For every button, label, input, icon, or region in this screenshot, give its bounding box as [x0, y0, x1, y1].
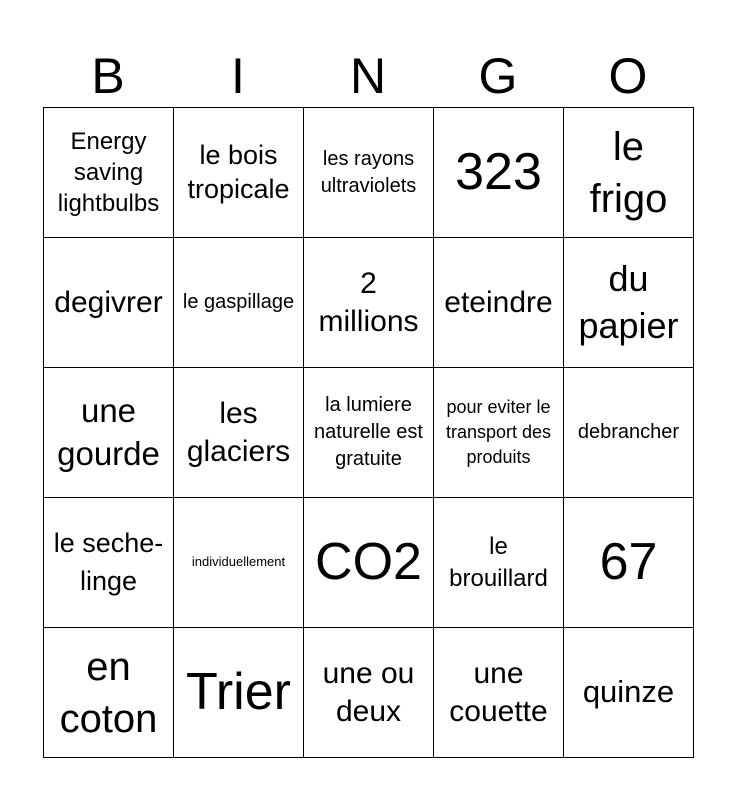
bingo-cell[interactable]: une gourde — [44, 368, 174, 498]
bingo-cell[interactable]: une couette — [434, 628, 564, 758]
bingo-cell[interactable]: 323 — [434, 108, 564, 238]
bingo-cell[interactable]: la lumiere naturelle est gratuite — [304, 368, 434, 498]
header-letter-i: I — [231, 48, 245, 104]
bingo-cell[interactable]: le seche-linge — [44, 498, 174, 628]
bingo-cell[interactable]: le frigo — [564, 108, 694, 238]
bingo-cell[interactable]: le brouillard — [434, 498, 564, 628]
bingo-cell[interactable]: en coton — [44, 628, 174, 758]
bingo-cell[interactable]: eteindre — [434, 238, 564, 368]
header-letter-b: B — [91, 48, 125, 104]
bingo-header — [43, 46, 693, 106]
bingo-cell[interactable]: les glaciers — [174, 368, 304, 498]
header-letter-o: O — [608, 48, 648, 104]
bingo-cell[interactable]: le gaspillage — [174, 238, 304, 368]
bingo-cell[interactable]: individuellement — [174, 498, 304, 628]
bingo-cell[interactable]: degivrer — [44, 238, 174, 368]
bingo-cell[interactable]: CO2 — [304, 498, 434, 628]
bingo-cell[interactable]: le bois tropicale — [174, 108, 304, 238]
bingo-cell[interactable]: les rayons ultraviolets — [304, 108, 434, 238]
header-letter-g: G — [478, 48, 518, 104]
bingo-cell[interactable]: 2 millions — [304, 238, 434, 368]
bingo-cell[interactable]: quinze — [564, 628, 694, 758]
bingo-cell[interactable]: Trier — [174, 628, 304, 758]
bingo-cell[interactable]: 67 — [564, 498, 694, 628]
bingo-cell[interactable]: du papier — [564, 238, 694, 368]
bingo-grid — [43, 107, 694, 758]
header-letter-n: N — [349, 48, 387, 104]
bingo-cell[interactable]: debrancher — [564, 368, 694, 498]
bingo-cell[interactable]: Energy saving lightbulbs — [44, 108, 174, 238]
bingo-cell[interactable]: pour eviter le transport des produits — [434, 368, 564, 498]
bingo-cell[interactable]: une ou deux — [304, 628, 434, 758]
